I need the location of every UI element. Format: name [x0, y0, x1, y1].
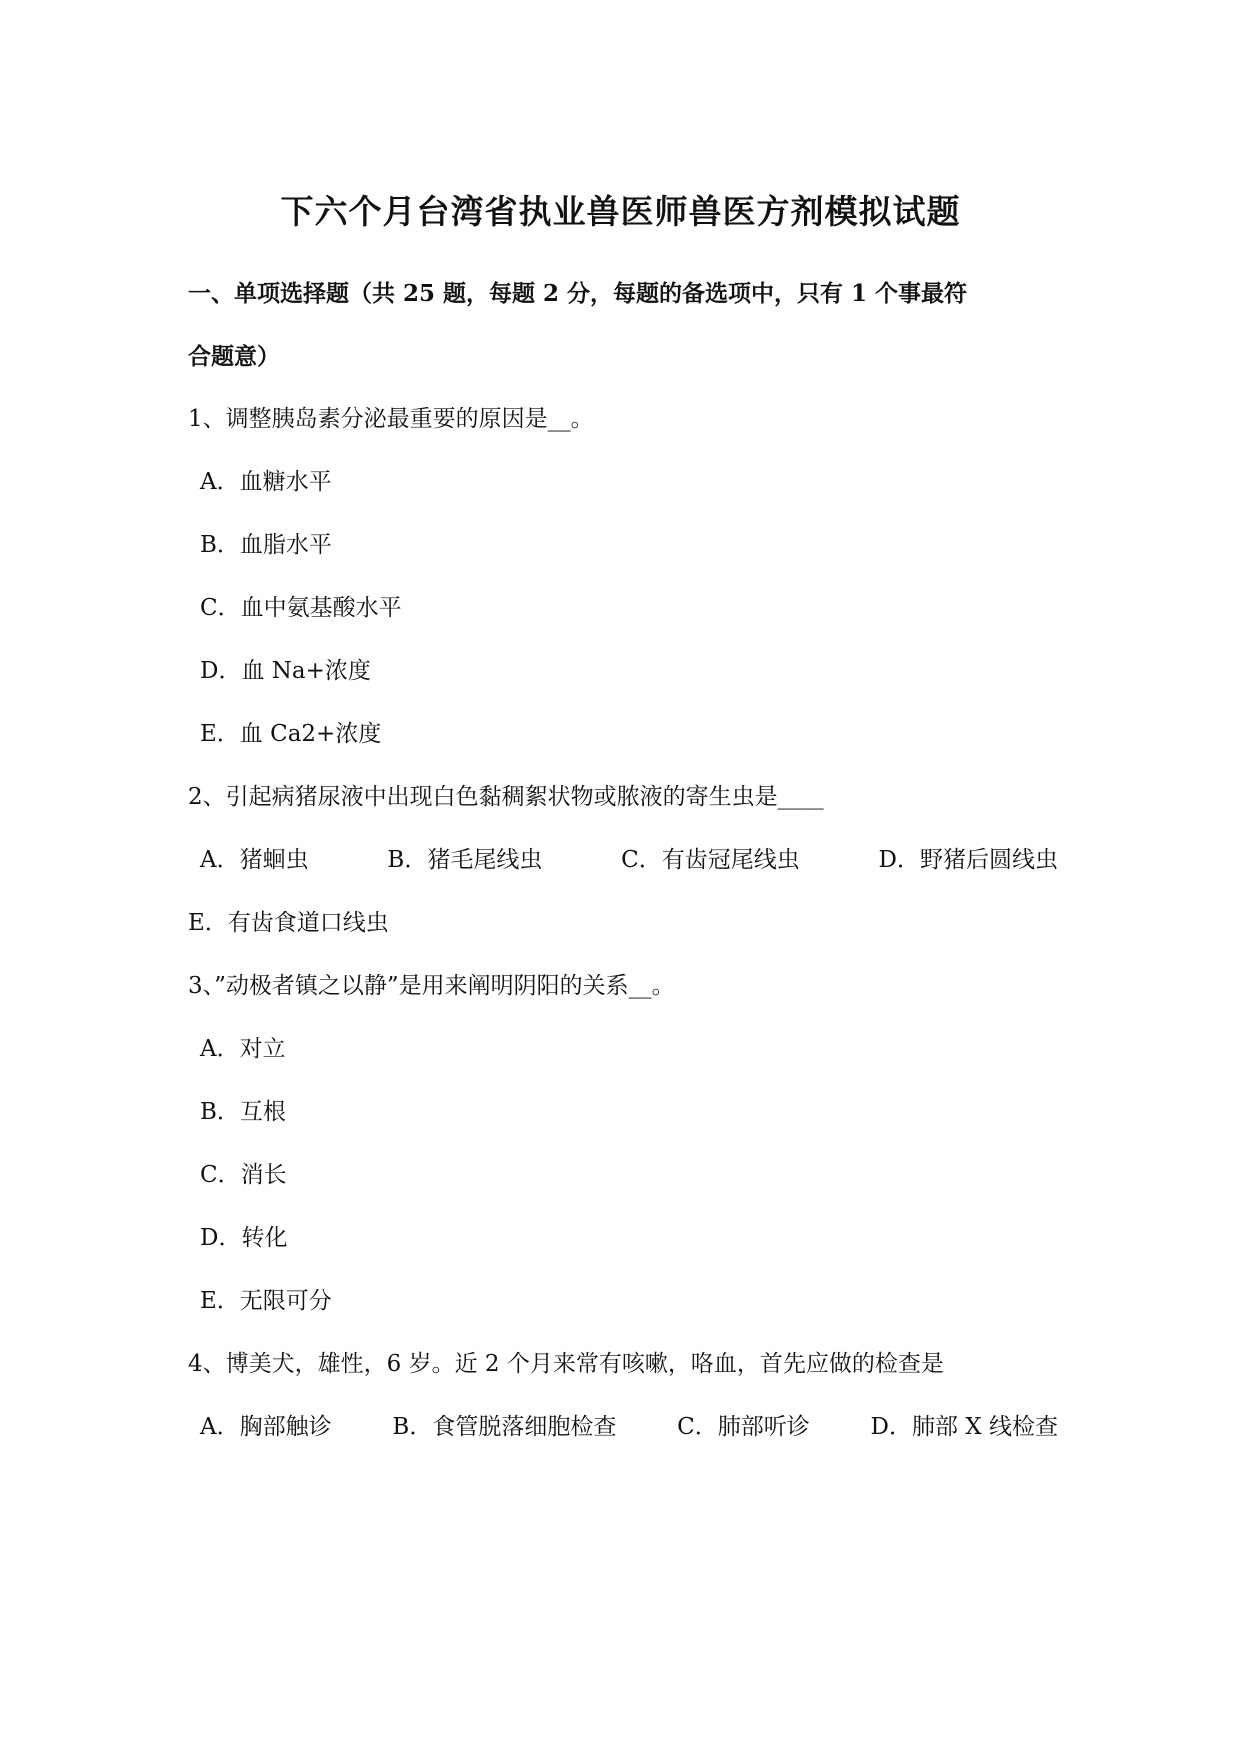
question-2-option-d: D．野猪后圆线虫 — [878, 847, 1058, 873]
question-3-option-e: E．无限可分 — [200, 1288, 332, 1314]
section-heading-line-1: 一、单项选择题（共 25 题，每题 2 分，每题的备选项中，只有 1 个事最符 — [188, 280, 968, 307]
question-2-option-b: B．猪毛尾线虫 — [387, 847, 543, 873]
question-4-stem: 4、博美犬，雄性，6 岁。近 2 个月来常有咳嗽，咯血，首先应做的检查是 — [188, 1351, 944, 1377]
section-heading-line-2: 合题意） — [188, 343, 280, 370]
document-title: 下六个月台湾省执业兽医师兽医方剂模拟试题 — [280, 192, 961, 231]
question-2-stem: 2、引起病猪尿液中出现白色黏稠絮状物或脓液的寄生虫是____ — [188, 784, 824, 810]
question-1-option-d: D．血 Na+浓度 — [200, 658, 371, 684]
question-4-options-row — [200, 1408, 1058, 1441]
question-3-option-b: B．互根 — [200, 1099, 286, 1125]
question-3-stem: 3、”动极者镇之以静”是用来阐明阴阳的关系__。 — [188, 973, 675, 999]
question-1-option-e: E．血 Ca2+浓度 — [200, 721, 382, 747]
question-2-option-a: A．猪蛔虫 — [200, 847, 309, 873]
question-4-option-b: B．食管脱落细胞检查 — [392, 1414, 617, 1440]
question-3-option-a: A．对立 — [200, 1036, 286, 1062]
question-1-option-a: A．血糖水平 — [200, 469, 332, 495]
question-4-option-c: C．肺部听诊 — [677, 1414, 810, 1440]
question-4-option-d: D．肺部 X 线检查 — [870, 1414, 1058, 1440]
question-1-option-c: C．血中氨基酸水平 — [200, 595, 402, 621]
question-3-option-d: D．转化 — [200, 1225, 288, 1251]
question-4-option-a: A．胸部触诊 — [200, 1414, 332, 1440]
question-1-stem: 1、调整胰岛素分泌最重要的原因是__。 — [188, 406, 594, 432]
question-3-option-c: C．消长 — [200, 1162, 287, 1188]
question-1-option-b: B．血脂水平 — [200, 532, 332, 558]
question-2-option-e: E．有齿食道口线虫 — [188, 910, 389, 936]
question-2-option-c: C．有齿冠尾线虫 — [621, 847, 800, 873]
question-2-options-row — [200, 841, 1058, 874]
